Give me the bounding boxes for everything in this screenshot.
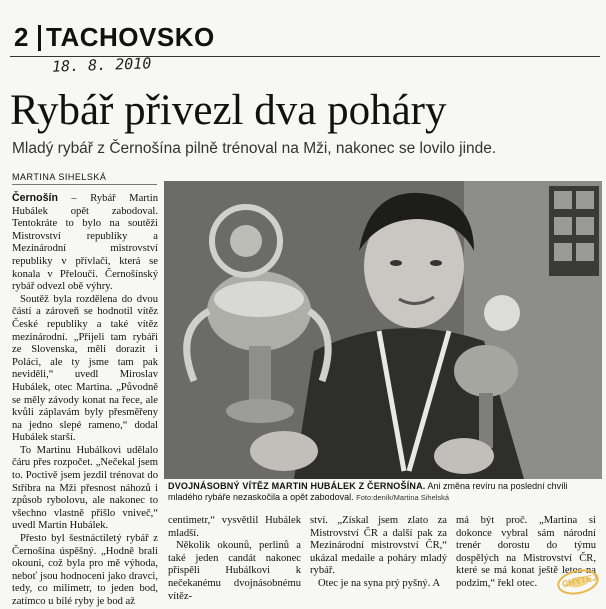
- article-paragraph: Černošín – Rybář Martin Hubálek opět zabodoval. Tentokráte to bylo na soutěži Mistrovství republiky a Mezinárodní mistrovství republiky v přívlači, která se konala v Přelouči. Černošínský rybář odvezl obě výhry.: [12, 192, 158, 293]
- header-separator: [38, 25, 41, 51]
- section-title: TACHOVSKO: [46, 22, 215, 52]
- caption-text: Ani změna revíru na poslední chvíli mladého rybáře nezaskočila a opět zabodoval.: [168, 481, 568, 502]
- photo-illustration: [164, 181, 602, 479]
- byline: MARTINA SIHELSKÁ: [12, 172, 157, 185]
- article-column-1: [12, 192, 158, 607]
- article-paragraph: má být proč. „Martina si dokonce vybral sám národní trenér dorostu do týmu dospělých na Mistrovství ČR, které se má konat ještě letos na podzim,“ řekl otec.: [456, 515, 596, 589]
- article-paragraph: Soutěž byla rozdělena do dvou částí a zároveň se hodnotil vítěz České republiky a také vítěz mezinárodní. „Přijeli tam rybáři ze Slovenska, měli dorazit i Poláci, ale ty jsme tam pak neviděli,“ uvedl Miroslav Hubálek, otec Martina. „Původně se měly závody konat na řece, ale kvůli záplavám byly přesměřeny na jedno slepé rameno,“ dodal Hubálek starší.: [12, 293, 158, 444]
- article-column-3: [310, 515, 447, 595]
- photo-caption: [168, 481, 600, 503]
- page-number: 2: [14, 22, 29, 52]
- article-paragraph: Přesto byl šestnáctiletý rybář z Černošína úspěšný. „Hodně brali okouni, což byla pro mě výhoda, neboť jsou hodnoceni jako dravci, tedy, co milimetr, to jeden bod, zatímco u bílé ryby je bod až: [12, 533, 158, 607]
- dateline: Černošín: [12, 192, 58, 204]
- article-paragraph: centimetr,“ vysvětlil Hubálek mladší.: [168, 515, 301, 539]
- subheadline: Mladý rybář z Černošína pilně trénoval na Mži, nakonec se lovilo jinde.: [12, 140, 497, 157]
- article-paragraph: To Martinu Hubálkovi udělalo čáru přes rozpočet. „Nečekal jsem to. Poctivě jsem jezdil trénovat do Stříbra na Mži přesnost náhozů i způsob rybolovu, ale nakonec to všechno vlastně přišlo vniveč,“ uvedl Martin Hubálek.: [12, 444, 158, 532]
- stamp-text: CHYTEJ: [561, 572, 598, 590]
- article-column-2: [168, 515, 301, 602]
- headline: Rybář přivezl dva poháry: [10, 87, 447, 134]
- page-header: [10, 22, 600, 57]
- caption-bold: DVOJNÁSOBNÝ VÍTĚZ MARTIN HUBÁLEK Z ČERNOŠÍNA.: [168, 481, 426, 491]
- article-paragraph: ství. „Získal jsem zlato za Mistrovství ČR a další pak za Mezinárodní mistrovství ČR,“ ukázal medaile a poháry mladý rybář.: [310, 515, 447, 577]
- article-paragraph: Několik okounů, perlinů a také jeden candát nakonec přispěli Hubálkovi k nečekanému dvojnásobnému vítěz-: [168, 540, 301, 602]
- handwritten-date: 18. 8. 2010: [51, 54, 152, 76]
- article-photo: [164, 181, 602, 479]
- article-paragraph: Otec je na syna prý pyšný. A: [318, 577, 441, 589]
- photo-credit: Foto:deník/Martina Sihelská: [356, 493, 450, 502]
